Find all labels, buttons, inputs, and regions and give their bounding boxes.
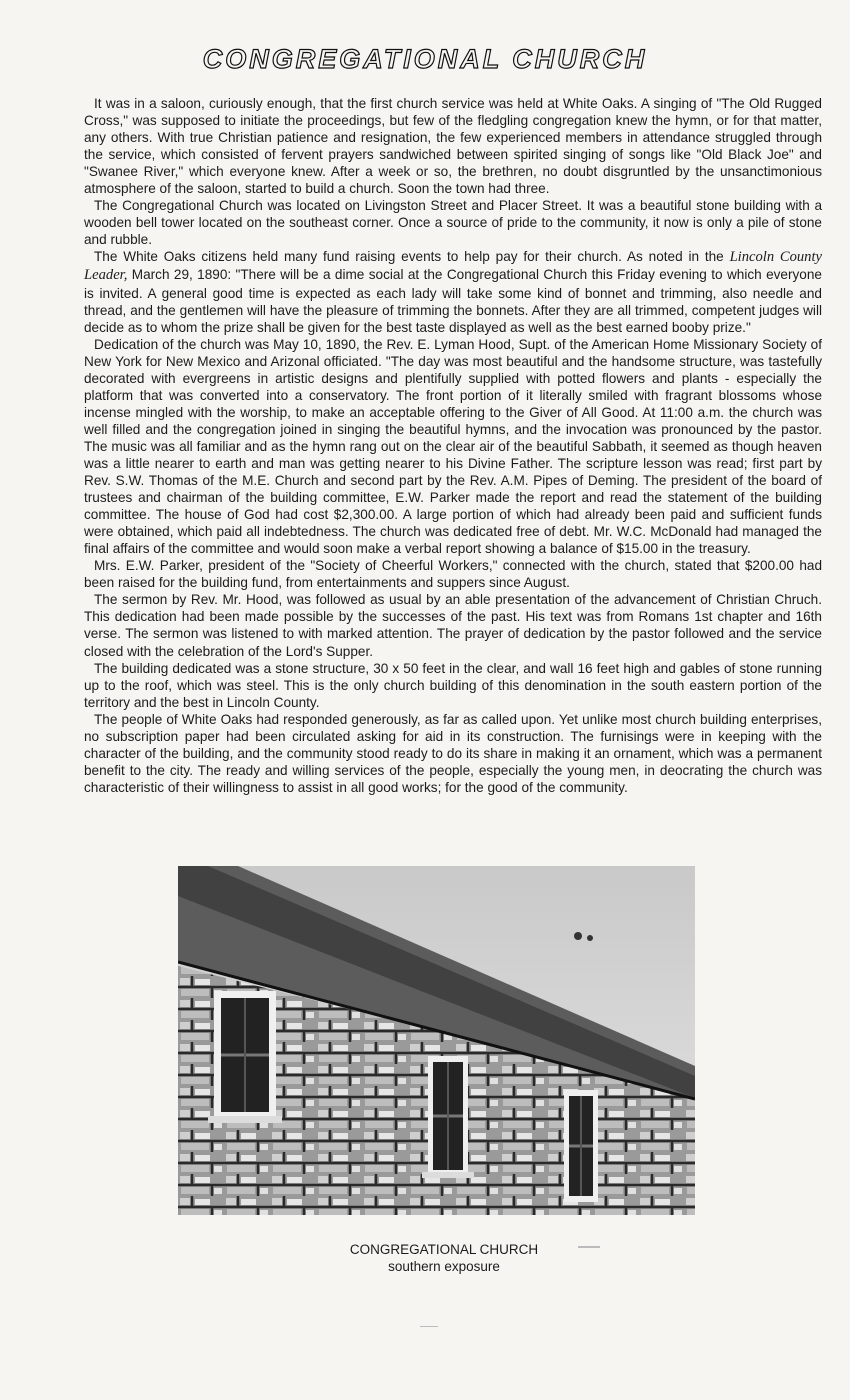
- paragraph-2: The Congregational Church was located on Livingston Street and Placer Street. It was a beautiful stone building with a wooden bell tower located on the southeast corner. Once a source of pride to the community, it now is only a pile of stone and rubble.: [84, 198, 822, 248]
- scan-mark: [578, 1246, 600, 1248]
- paragraph-3-text-a: The White Oaks citizens held many fund raising events to help pay for their church. As noted in the: [94, 249, 730, 265]
- paragraph-5: Mrs. E.W. Parker, president of the "Society of Cheerful Workers," connected with the church, stated that $200.00 had been raised for the building fund, from entertainments and suppers since August.: [84, 558, 822, 591]
- paragraph-3: [84, 248, 822, 335]
- paragraph-6: The sermon by Rev. Mr. Hood, was followed as usual by an able presentation of the advancement of Christian Chruch. This dedication had been made possible by the successes of the past. His text was from Romans 1st chapter and 16th verse. The sermon was listened to with marked attention. The prayer of dedication by the pastor followed and the service closed with the celebration of the Lord's Supper.: [84, 592, 822, 659]
- paragraph-3-text-b: March 29, 1890: "There will be a dime social at the Congregational Church this Friday evening to which everyone is invited. A general good time is expected as each lady will take some kind of bonnet and trimming, also needle and thread, and the gentlemen will have the pleasure of trimming the bonnets. After they are all trimmed, competent judges will decide as to whom the prize shall be given for the best taste displayed as well as the best earned booby prize.": [84, 267, 822, 335]
- paragraph-7: The building dedicated was a stone structure, 30 x 50 feet in the clear, and wall 16 feet high and gables of stone running up to the roof, which was steel. This is the only church building of this denomination in the south eastern portion of the territory and the best in Lincoln County.: [84, 660, 822, 710]
- newspaper-title: Lincoln County Leader,: [84, 249, 822, 284]
- paragraph-4: Dedication of the church was May 10, 1890, the Rev. E. Lyman Hood, Supt. of the American Home Missionary Society of New York for New Mexico and Arizonal officiated. "The day was most beautiful and the handsome structure, was tastefully decorated with evergreens in artistic designs and plentifully supplied with potted flowers and plants - especially the platform that was converted into a conservatory. The front portion of it literally smiled with fragrant blossoms whose incense mingled with the worship, to make an acceptable offering to the Giver of All Good. At 11:00 a.m. the church was well filled and the congregation joined in singing the beautiful hymns, and the invocation was pronounced by the pastor. The music was all familiar and as the hymn rang out on the clear air of the beautiful Sabbath, it seemed as though heaven was a little nearer to earth and man was getting nearer to his Divine Father. The scripture lesson was read; first part by Rev. S.W. Thomas of the M.E. Church and second part by the Rev. A.M. Pipes of Deming. The president of the board of trustees and chairman of the building committee, E.W. Parker made the report and read the statement of the building committee. The house of God had cost $2,300.00. A large portion of which had already been paid and sufficient funds were obtained, which paid all indebtedness. The church was dedicated free of debt. Mr. W.C. McDonald had managed the final affairs of the committee and would soon make a verbal report showing a balance of $15.00 in the treasury.: [84, 336, 822, 557]
- scan-mark-bottom: [420, 1326, 438, 1327]
- article-body: [84, 95, 822, 796]
- church-photo: [178, 866, 695, 1215]
- page-title: CONGREGATIONAL CHURCH: [202, 44, 648, 74]
- photo-caption: [0, 1241, 850, 1275]
- paragraph-1: It was in a saloon, curiously enough, that the first church service was held at White Oaks. A singing of "The Old Rugged Cross," was supposed to initiate the proceedings, but few of the fledgling congregation knew the hymn, or for that matter, any others. With true Christian patience and resignation, the few experienced members in attendance struggled through the service, which consisted of fervent prayers sandwiched between spirited singing of songs like "Old Black Joe" and "Swanee River," which everyone knew. After a week or so, the brethren, no doubt disgruntled by the unsanctimonious atmosphere of the saloon, started to build a church. Soon the town had three.: [84, 96, 822, 197]
- paragraph-8: The people of White Oaks had responded generously, as far as called upon. Yet unlike most church building enterprises, no subscription paper had been circulated asking for aid in its construction. The furnisings were in keeping with the character of the building, and the community stood ready to do its share in making it an ornament, which was a permanent benefit to the city. The ready and willing services of the people, especially the young men, in deocrating the church was characteristic of their willingness to assist in all good works; for the good of the community.: [84, 711, 822, 795]
- caption-subtitle: southern exposure: [388, 1259, 500, 1274]
- caption-title: CONGREGATIONAL CHURCH: [349, 1242, 539, 1257]
